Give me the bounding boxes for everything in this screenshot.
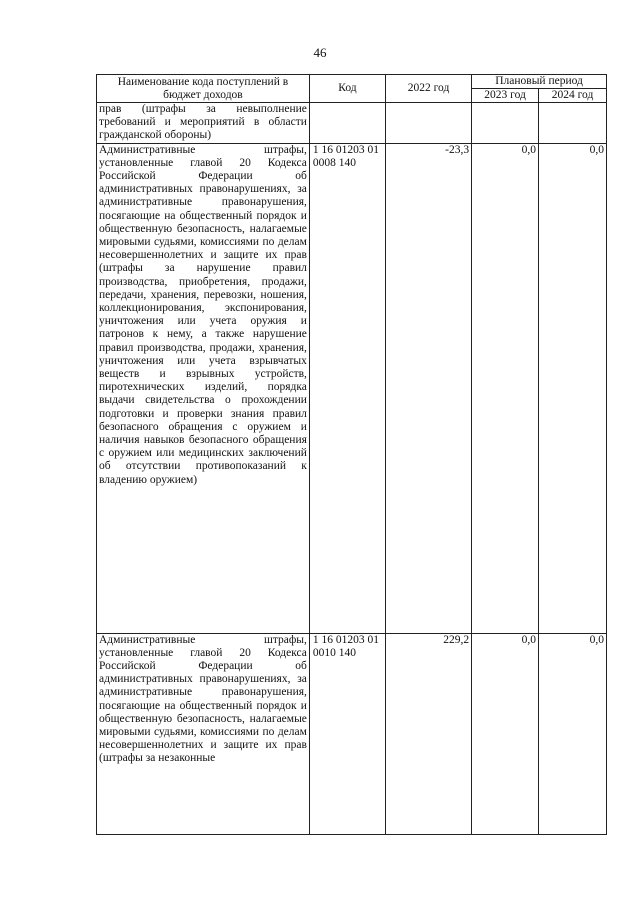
row-value-2022: -23,3 xyxy=(385,143,471,633)
table-row xyxy=(97,143,607,633)
row-code: 1 16 01203 01 0008 140 xyxy=(309,143,385,633)
row-value-2024: 0,0 xyxy=(539,633,607,834)
row-value-2024: 0,0 xyxy=(539,143,607,633)
row-value-2022: 229,2 xyxy=(385,633,471,834)
table-row xyxy=(97,103,607,144)
row-value-2024 xyxy=(539,103,607,144)
header-planned-period: Плановый период xyxy=(472,75,607,89)
row-value-2023: 0,0 xyxy=(472,143,539,633)
header-2023: 2023 год xyxy=(472,89,539,103)
row-name: прав (штрафы за невыполнение требований и мероприятий в области гражданской обороны) xyxy=(97,103,310,144)
header-code: Код xyxy=(309,75,385,103)
header-2024: 2024 год xyxy=(539,89,607,103)
row-code: 1 16 01203 01 0010 140 xyxy=(309,633,385,834)
row-code xyxy=(309,103,385,144)
header-name: Наименование кода поступлений в бюджет доходов xyxy=(97,75,310,103)
row-value-2022 xyxy=(385,103,471,144)
header-row xyxy=(97,75,607,89)
row-value-2023 xyxy=(472,103,539,144)
row-name: Административные штрафы, установленные главой 20 Кодекса Российской Федерации об административных правонарушениях, за административные правонарушения, посягающие на общественный порядок и общественную безопасность, налагаемые мировыми судьями, комиссиями по делам несовершеннолетних и защите их прав (штрафы за незаконные xyxy=(97,633,310,834)
header-2022: 2022 год xyxy=(385,75,471,103)
row-value-2023: 0,0 xyxy=(472,633,539,834)
table-row xyxy=(97,633,607,834)
row-name: Административные штрафы, установленные главой 20 Кодекса Российской Федерации об административных правонарушениях, за административные правонарушения, посягающие на общественный порядок и общественную безопасность, налагаемые мировыми судьями, комиссиями по делам несовершеннолетних и защите их прав (штрафы за нарушение правил производства, приобретения, продажи, передачи, хранения, перевозки, ношения, коллекционирования, экспонирования, уничтожения или учета оружия и патронов к нему, а также нарушение правил производства, продажи, хранения, уничтожения или учета взрывчатых веществ и взрывных устройств, пиротехнических изделий, порядка выдачи свидетельства о прохождении подготовки и проверки знания правил безопасного обращения с оружием и наличия навыков безопасного обращения с оружием или медицинских заключений об отсутствии противопоказаний к владению оружием) xyxy=(97,143,310,633)
page-number: 46 xyxy=(313,45,327,60)
revenue-table xyxy=(96,74,607,835)
